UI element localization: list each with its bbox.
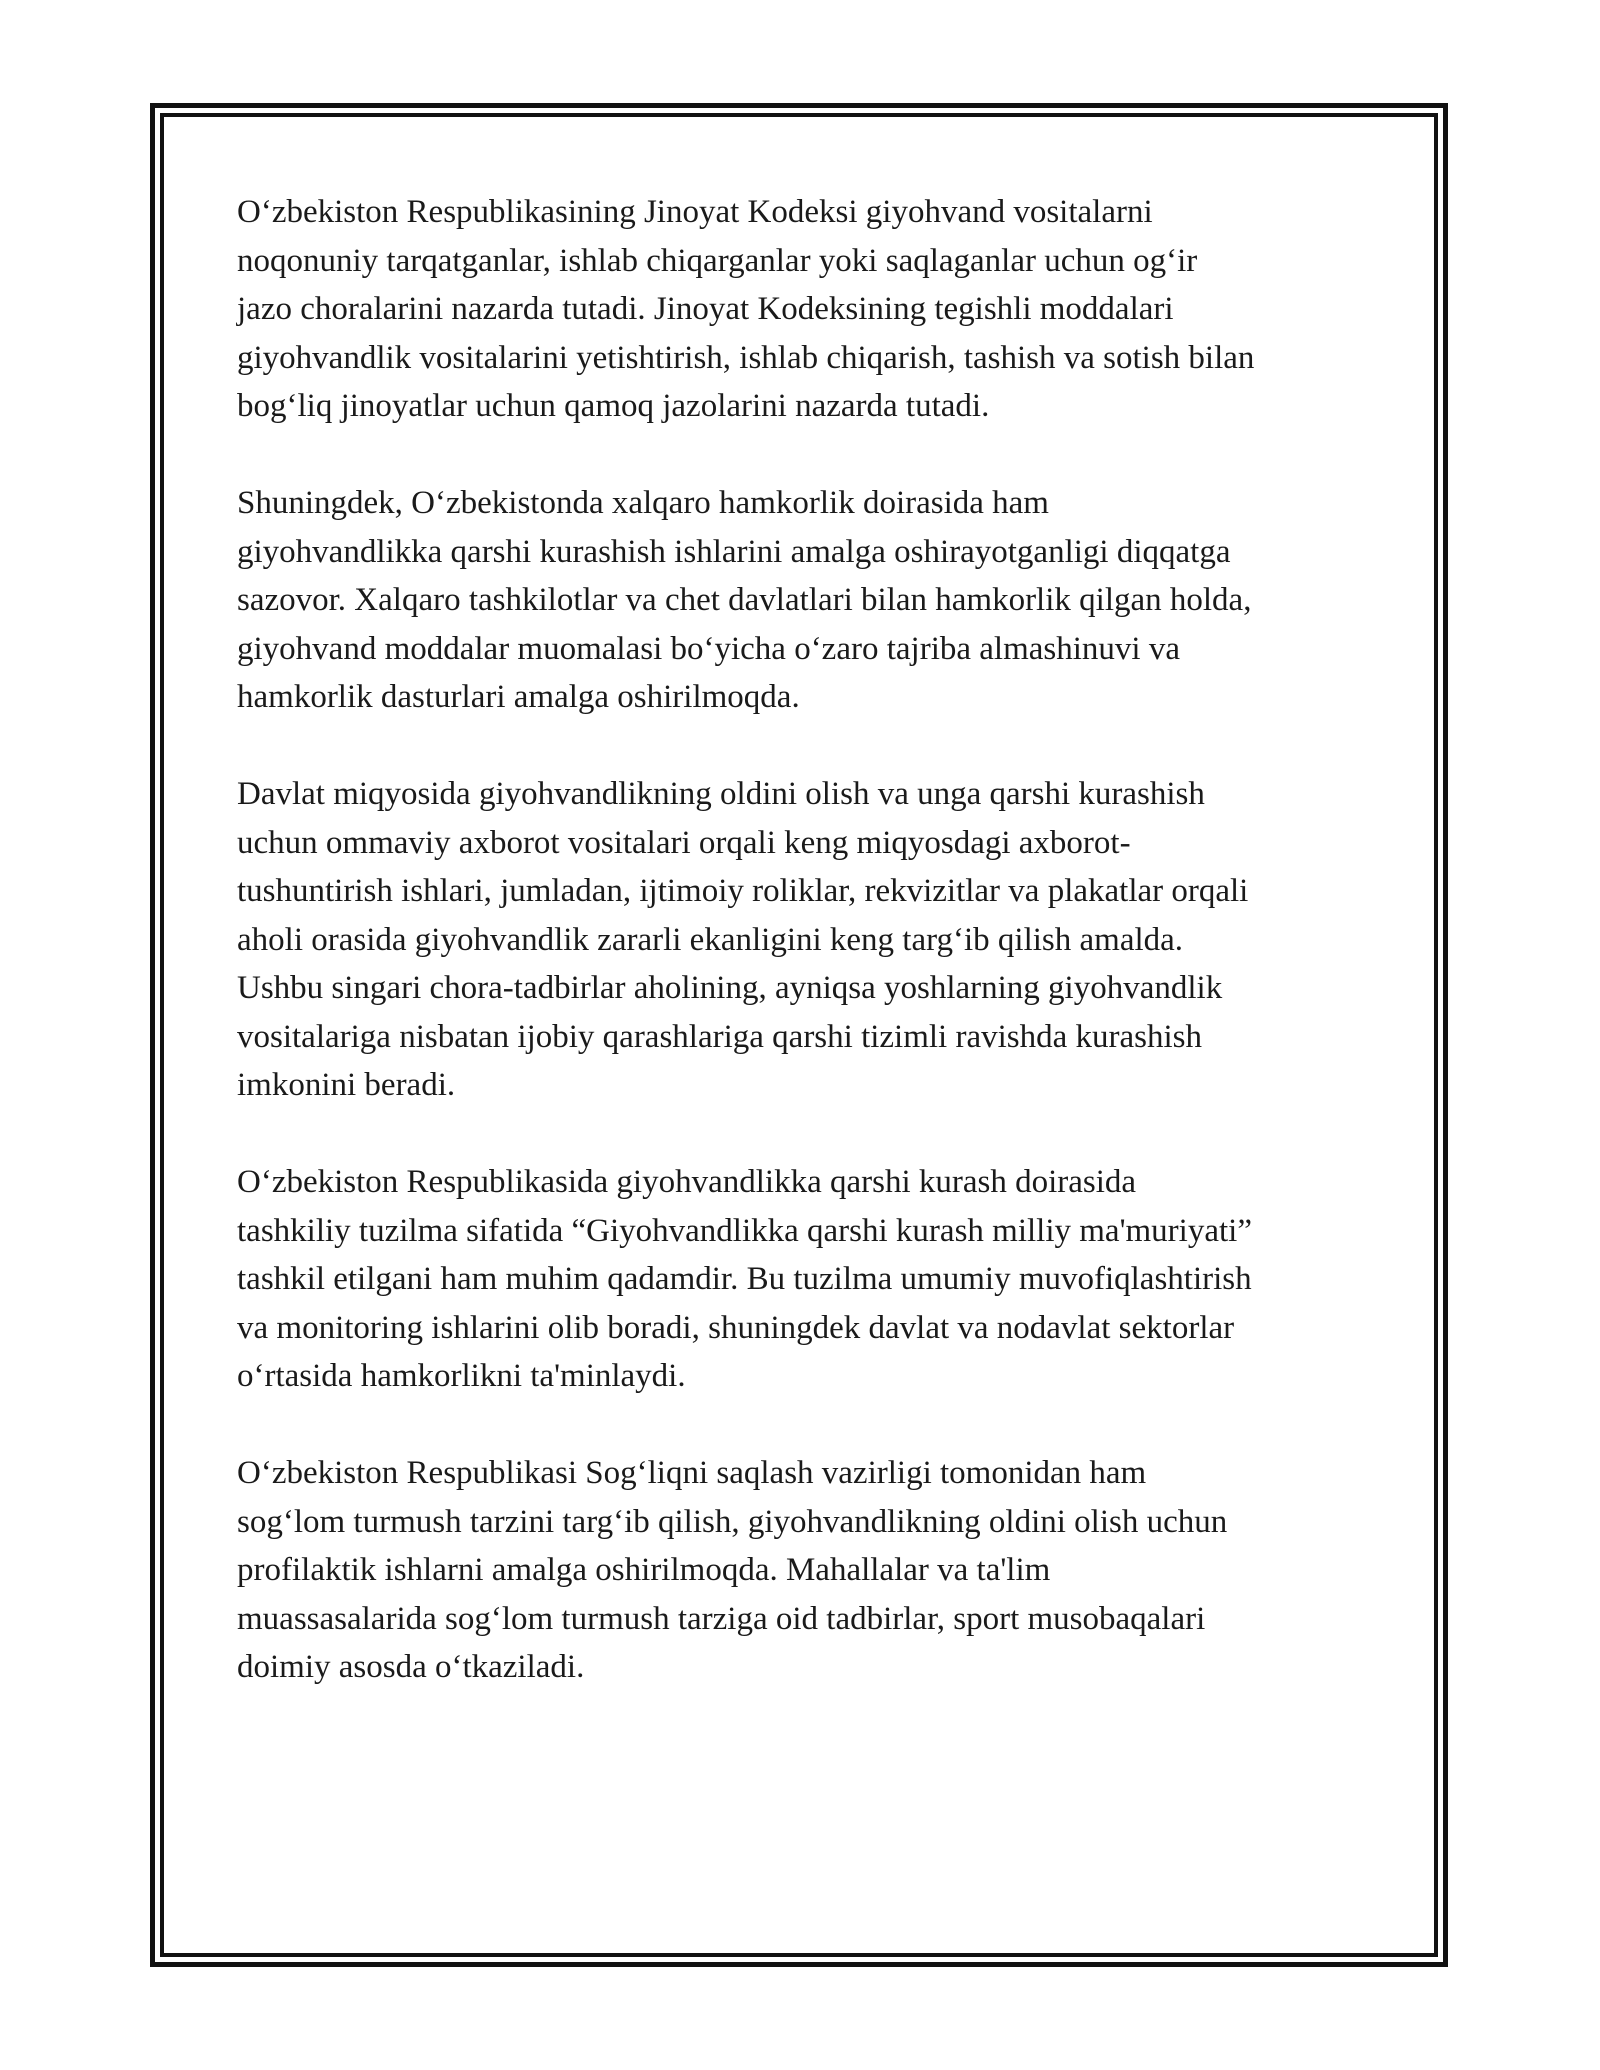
text-line: giyohvand moddalar muomalasi bo‘yicha o‘zaro tajriba almashinuvi va xyxy=(237,630,1180,667)
text-line: aholi orasida giyohvandlik zararli ekanligini keng targ‘ib qilish amalda. xyxy=(237,921,1184,958)
text-line: giyohvandlikka qarshi kurashish ishlarini amalga oshirayotganligi diqqatga xyxy=(237,533,1231,570)
paragraph-4 xyxy=(237,1158,1377,1401)
text-line: noqonuniy tarqatganlar, ishlab chiqarganlar yoki saqlaganlar uchun og‘ir xyxy=(237,242,1198,279)
paragraph-5 xyxy=(237,1449,1377,1692)
text-line: jazo choralarini nazarda tutadi. Jinoyat Kodeksining tegishli moddalari xyxy=(237,291,1174,327)
text-line: Ushbu singari chora-tadbirlar aholining, ayniqsa yoshlarning giyohvandlik xyxy=(237,970,1223,1006)
text-line: vositalariga nisbatan ijobiy qarashlariga qarshi tizimli ravishda kurashish xyxy=(237,1018,1203,1055)
text-line: sazovor. Xalqaro tashkilotlar va chet davlatlari bilan hamkorlik qilgan holda, xyxy=(237,582,1252,618)
text-line: va monitoring ishlarini olib boradi, shuningdek davlat va nodavlat sektorlar xyxy=(237,1309,1235,1346)
text-line: Davlat miqyosida giyohvandlikning oldini olish va unga qarshi kurashish xyxy=(237,776,1205,812)
text-line: tushuntirish ishlari, jumladan, ijtimoiy roliklar, rekvizitlar va plakatlar orqali xyxy=(237,873,1249,909)
paragraph-3 xyxy=(237,770,1377,1110)
text-line: imkonini beradi. xyxy=(237,1067,456,1103)
text-line: sog‘lom turmush tarzini targ‘ib qilish, giyohvandlikning oldini olish uchun xyxy=(237,1503,1228,1540)
document-body xyxy=(237,188,1377,1740)
text-line: o‘rtasida hamkorlikni ta'minlaydi. xyxy=(237,1358,686,1394)
text-line: tashkiliy tuzilma sifatida “Giyohvandlikka qarshi kurash milliy ma'muriyati” xyxy=(237,1212,1252,1249)
text-line: giyohvandlik vositalarini yetishtirish, ishlab chiqarish, tashish va sotish bilan xyxy=(237,339,1255,376)
text-line: O‘zbekiston Respublikasining Jinoyat Kodeksi giyohvand vositalarni xyxy=(237,194,1153,230)
paragraph-1 xyxy=(237,188,1377,431)
text-line: hamkorlik dasturlari amalga oshirilmoqda. xyxy=(237,679,800,715)
paragraph-2 xyxy=(237,479,1377,722)
text-line: tashkil etilgani ham muhim qadamdir. Bu tuzilma umumiy muvofiqlashtirish xyxy=(237,1261,1252,1297)
text-line: doimiy asosda o‘tkaziladi. xyxy=(237,1649,585,1685)
text-line: profilaktik ishlarni amalga oshirilmoqda. Mahallalar va ta'lim xyxy=(237,1552,1051,1588)
text-line: bog‘liq jinoyatlar uchun qamoq jazolarini nazarda tutadi. xyxy=(237,388,990,424)
text-line: O‘zbekiston Respublikasida giyohvandlikka qarshi kurash doirasida xyxy=(237,1164,1137,1200)
text-line: O‘zbekiston Respublikasi Sog‘liqni saqlash vazirligi tomonidan ham xyxy=(237,1455,1147,1491)
text-line: muassasalarida sog‘lom turmush tarziga oid tadbirlar, sport musobaqalari xyxy=(237,1600,1206,1637)
text-line: Shuningdek, O‘zbekistonda xalqaro hamkorlik doirasida ham xyxy=(237,485,1049,521)
text-line: uchun ommaviy axborot vositalari orqali keng miqyosdagi axborot- xyxy=(237,824,1131,861)
